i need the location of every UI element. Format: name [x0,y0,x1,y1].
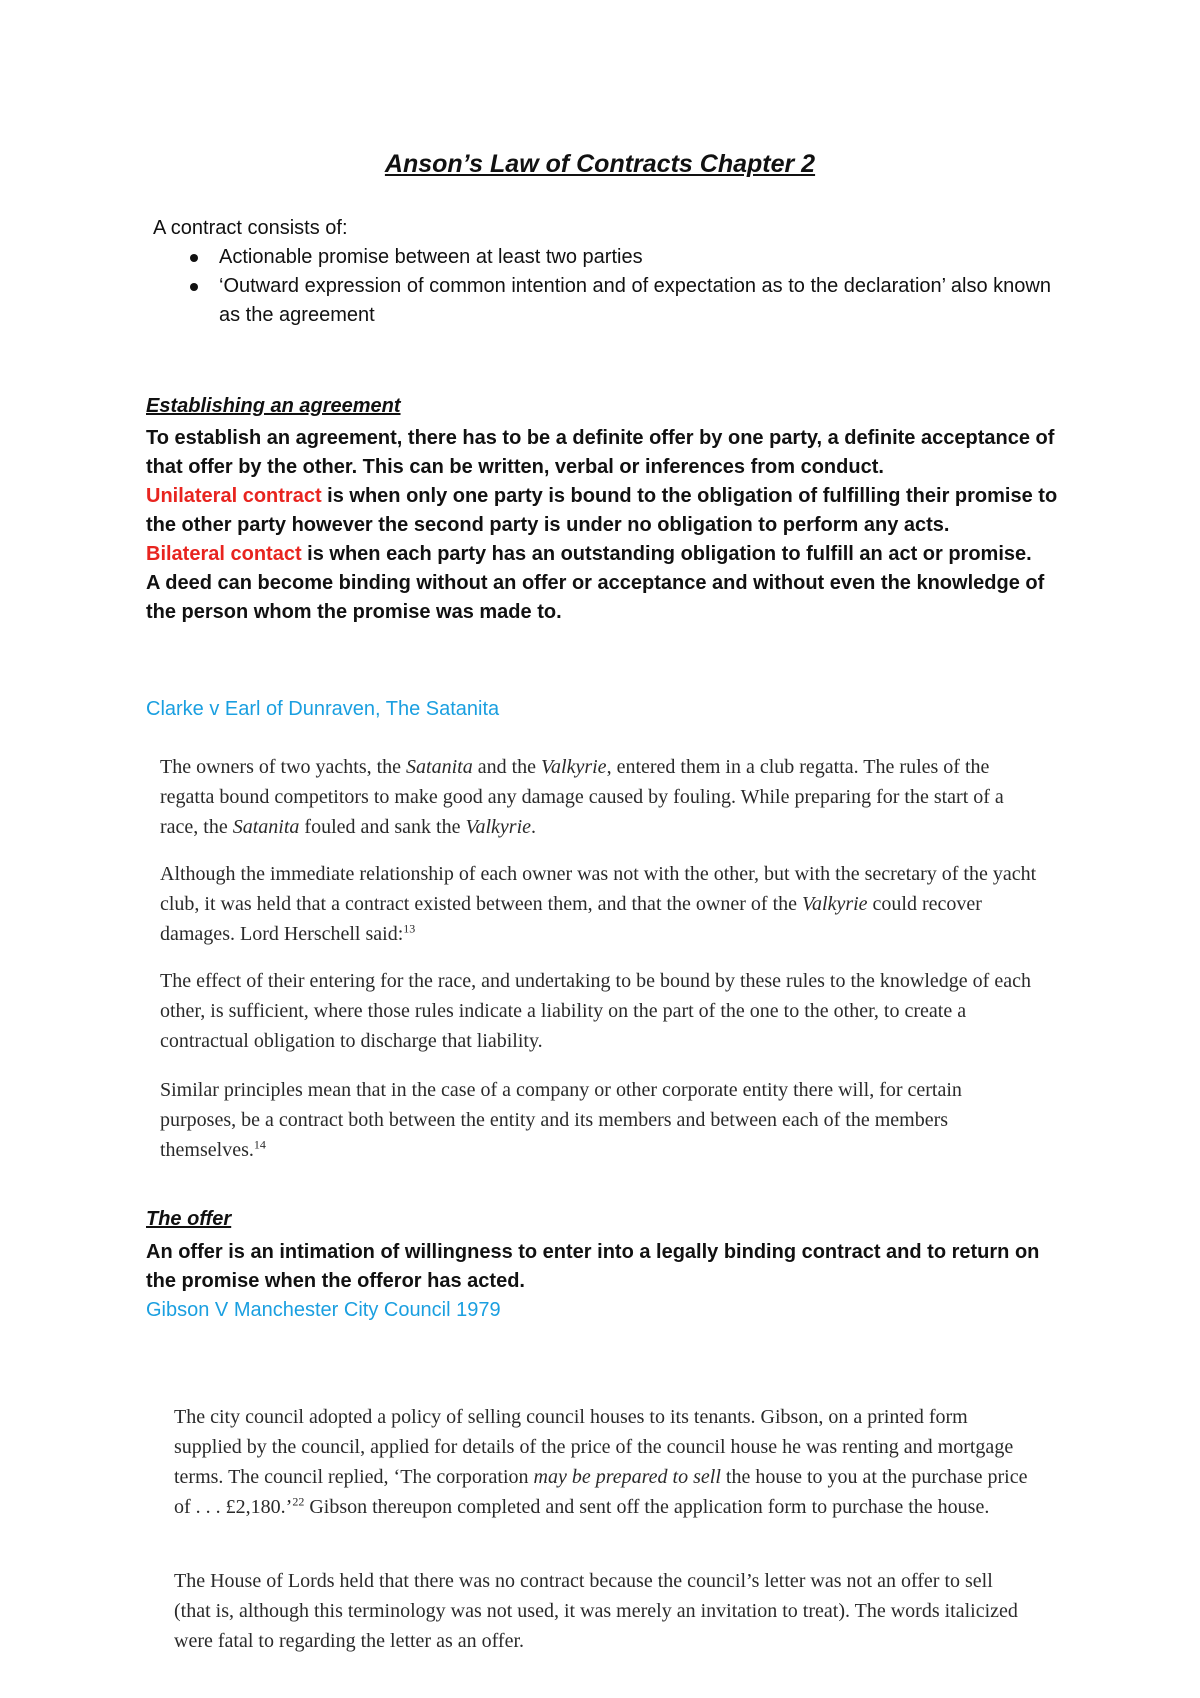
quote-gibson-held: The House of Lords held that there was no contract because the council’s letter was not an offer to sell (that is, although this terminology was not used, it was merely an invitation to treat). The words italicized were fatal to regarding the letter as an offer. [174,1570,1018,1652]
section-heading-offer: The offer [146,1208,232,1230]
term-bilateral: Bilateral contact [146,543,302,565]
intro-lead: A contract consists of: [153,217,348,239]
quote-company-principle: Similar principles mean that in the case of a company or other corporate entity there will, for certain purposes, be a contract both between the entity and its members and between each of the members themselves.$^{14}$ [160,1079,962,1161]
bullet-icon [190,254,198,262]
case-name-clarke: Clarke v Earl of Dunraven, The Satanita [146,698,500,720]
section-establishing-body [146,424,1066,627]
paragraph-bilateral: Bilateral contact is when each party has an outstanding obligation to fulfill an act or promise. [146,543,1032,565]
paragraph-unilateral: Unilateral contract is when only one party is bound to the obligation of fulfilling their promise to the other party however the second party is under no obligation to perform any acts. [146,485,1058,536]
section-heading-establishing: Establishing an agreement [146,395,401,417]
page-title: Anson’s Law of Contracts Chapter 2 [384,150,816,178]
bullet-icon [190,283,198,291]
quote-satanita-held: Although the immediate relationship of each owner was not with the other, but with the secretary of the yacht club, it was held that a contract existed between them, and that the owner of the Valkyrie could recover damages. Lord Herschell said:$^{13}$ [160,863,1037,945]
quote-gibson-facts: The city council adopted a policy of selling council houses to its tenants. Gibson, on a printed form supplied by the council, applied for details of the price of the council house he was renting and mortgage terms. The council replied, ‘The corporation may be prepared to sell the house to you at the purchase price of . . . £2,180.’$^{22}$ Gibson thereupon completed and sent off the application form to purchase the house. [174,1406,1028,1518]
intro-bullet-list [155,243,1055,330]
bullet-item: ‘Outward expression of common intention and of expectation as to the declaration’ also known as the agreement [155,272,1055,330]
quote-satanita-facts: The owners of two yachts, the Satanita and the Valkyrie, entered them in a club regatta. The rules of the regatta bound competitors to make good any damage caused by fouling. While preparing for the start of a race, the Satanita fouled and sank the Valkyrie. [160,756,1004,838]
paragraph-definition: To establish an agreement, there has to be a definite offer by one party, a definite acceptance of that offer by the other. This can be written, verbal or inferences from conduct. [146,427,1055,478]
case-name-gibson: Gibson V Manchester City Council 1979 [146,1299,501,1321]
quote-herschell: The effect of their entering for the race, and undertaking to be bound by these rules to the knowledge of each other, is sufficient, where those rules indicate a liability on the part of the one to the other, to create a contractual obligation to discharge that liability. [160,970,1031,1052]
term-unilateral: Unilateral contract [146,485,322,507]
bullet-item: Actionable promise between at least two parties [155,243,1055,272]
paragraph-offer-definition: An offer is an intimation of willingness to enter into a legally binding contract and to return on the promise when the offeror has acted. [146,1241,1040,1292]
paragraph-deed: A deed can become binding without an offer or acceptance and without even the knowledge of the person whom the promise was made to. [146,572,1045,623]
